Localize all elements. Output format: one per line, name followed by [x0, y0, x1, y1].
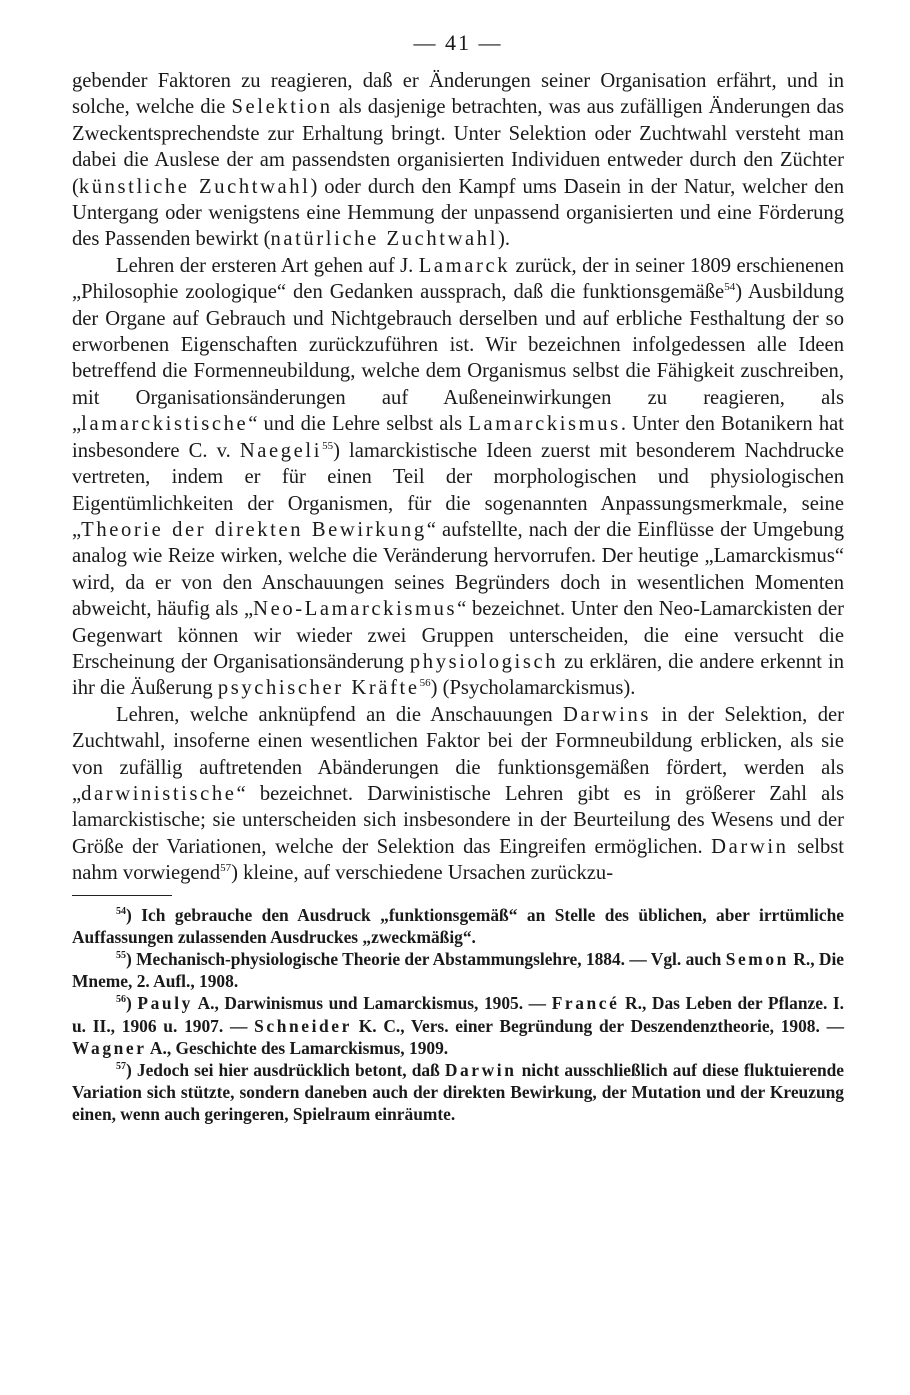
text-run: ) kleine, auf verschiedene Ursachen zurückzu- [231, 862, 614, 885]
spaced-emphasis-text: Schneider [254, 1015, 352, 1036]
text-run: R., Das Leben der Pflanze. I. u. II., 1906 u. 1907. — [72, 993, 845, 1036]
spaced-emphasis-text: künstliche Zuchtwahl [78, 175, 311, 198]
footnote [72, 992, 844, 1059]
spaced-emphasis-text: Naegeli [239, 439, 323, 462]
text-run: A., Darwinismus und Lamarckismus, 1905. — [192, 993, 552, 1014]
text-run: zu erklären, die andere erkennt in ihr die Äußerung [72, 650, 845, 700]
spaced-emphasis-text: Francé [551, 993, 620, 1014]
footnote-marker: 56 [116, 994, 126, 1006]
spaced-emphasis-text: Pauly [137, 993, 193, 1014]
footnote [72, 1059, 844, 1126]
text-run: “ aufstellte, nach der die Einflüsse der Umgebung analog wie Reize wirken, welche die Veränderung hervorrufen. Der heutige „Lamarckismus“ wird, da er von den Anschauungen seines Begründers doch in wesentlichen Momenten abweicht, häufig als „ [72, 518, 845, 621]
footnote [72, 948, 844, 992]
footnote-marker: 55 [322, 439, 334, 452]
spaced-emphasis-text: Lamarckismus [468, 413, 621, 436]
paragraph [72, 702, 844, 887]
text-run: ) Jedoch sei hier ausdrücklich betont, daß [126, 1060, 445, 1081]
text-run: ) oder durch den Kampf ums Dasein in der Natur, welcher den Untergang oder wenigstens eine Hemmung der unpassend organisierten und eine Förderung des Passenden bewirkt ( [72, 175, 844, 251]
text-run: ) (Psycholamarckismus). [430, 677, 636, 700]
text-run: ) Ausbildung der Organe auf Gebrauch und Nichtgebrauch derselben und auf erbliche Festhaltung der so erworbenen Eigenschaften zurückzuführen ist. Wir bezeichnen infolgedessen alle Ideen betreffend die Formenneubildung, welche dem Organismus selbst die Fähigkeit zuschreiben, mit Organisationsänderungen auf Außeneinwirkungen zu reagieren, als „ [72, 281, 844, 436]
text-run: zurück, der in seiner 1809 erschienenen „Philosophie zoologique“ den Gedanken aussprach, daß die funktionsgemäße [72, 254, 844, 304]
text-run: selbst nahm vorwiegend [72, 835, 844, 885]
text-run: gebender Faktoren zu reagieren, daß er Änderungen seiner Organisation erfährt, und in solche, welche die [72, 70, 844, 119]
text-run: . Unter den Botanikern hat insbesondere C. v. [72, 413, 844, 462]
spaced-emphasis-text: natürliche Zuchtwahl [270, 228, 499, 251]
spaced-emphasis-text: darwinistische [81, 782, 237, 805]
text-run: “ bezeichnet. Darwinistische Lehren gibt es in größerer Zahl als lamarckistische; sie unterscheiden sich insbesondere in der Beurteilung des Wesens und der Größe der Variationen, welche der Selektion das Eingreifen ermöglichen. [72, 782, 844, 858]
footnote-marker: 56 [419, 677, 431, 690]
spaced-emphasis-text: Neo-Lamarckismus [253, 598, 458, 621]
text-run: Lehren der ersteren Art gehen auf J. [116, 254, 419, 277]
spaced-emphasis-text: Wagner [72, 1037, 147, 1058]
text-run: R., Die Mneme, 2. Aufl., 1908. [72, 949, 844, 992]
spaced-emphasis-text: Lamarck [418, 254, 511, 277]
text-run: ) [126, 993, 138, 1014]
text-run: ) Ich gebrauche den Ausdruck „funktionsgemäß“ an Stelle des üblichen, aber irrtümliche Auffassungen zulassenden Ausdruckes „zweckmäßig“. [72, 904, 844, 947]
spaced-emphasis-text: physiologisch [409, 650, 559, 673]
footnote-marker: 54 [116, 905, 126, 917]
spaced-emphasis-text: Darwins [563, 703, 651, 726]
text-run: Lehren, welche anknüpfend an die Anschauungen [116, 703, 564, 726]
text-run: ) lamarckistische Ideen zuerst mit besonderem Nachdrucke vertreten, indem er für einen Teil der morphologischen und physiologischen Eigentümlichkeiten der Organismen, für die sogenannten Anpassungsmerkmale, seine „ [72, 439, 844, 541]
spaced-emphasis-text: Theorie der direkten Bewirkung [81, 518, 427, 541]
page-number: — 41 — [413, 30, 503, 55]
footnote-marker: 54 [724, 281, 736, 294]
paragraph [72, 68, 844, 253]
footnote-marker: 55 [116, 950, 126, 962]
paragraph [72, 253, 844, 702]
spaced-emphasis-text: Semon [725, 949, 789, 969]
text-run: ). [498, 228, 511, 251]
footnote [72, 904, 844, 948]
text-run: in der Selektion, der Zuchtwahl, insoferne einen wesentlichen Faktor bei der Formneubildung erblicken, als sie von zufällig auftretenden Abänderungen die funktionsgemäßen fördert, werden als „ [72, 703, 844, 805]
main-text [72, 68, 844, 887]
spaced-emphasis-text: Darwin [444, 1060, 517, 1081]
footnotes [72, 904, 844, 1126]
text-run: “ und die Lehre selbst als [248, 413, 469, 436]
text-run: “ bezeichnet. Unter den Neo-Lamarckisten der Gegenwart können wir wieder zwei Gruppen unterscheiden, die eine versucht die Erscheinung der Organisationsänderung [72, 598, 844, 673]
text-run: nicht ausschließlich auf diese fluktuierende Variation sich stützte, sondern daneben auch der direkten Bewirkung, der Mutation und der Kreuzung einen, wenn auch geringeren, Spielraum einräumte. [72, 1060, 845, 1125]
spaced-emphasis-text: lamarckistische [81, 413, 249, 436]
text-run: A., Geschichte des Lamarckismus, 1909. [146, 1037, 449, 1058]
footnote-marker: 57 [220, 862, 232, 875]
text-run: K. C., Vers. einer Begründung der Deszendenztheorie, 1908. — [351, 1015, 844, 1036]
footnote-divider [72, 895, 172, 896]
spaced-emphasis-text: Selektion [231, 96, 333, 119]
spaced-emphasis-text: psychischer Kräfte [217, 677, 420, 700]
text-run: ) Mechanisch-physiologische Theorie der Abstammungslehre, 1884. — Vgl. auch [126, 949, 726, 969]
spaced-emphasis-text: Darwin [711, 835, 789, 858]
footnote-marker: 57 [116, 1061, 126, 1073]
text-run: als dasjenige betrachten, was aus zufälligen Änderungen das Zweckentsprechendste zur Erhaltung bringt. Unter Selektion oder Zuchtwahl versteht man dabei die Auslese der am passendsten organisierten Individuen entweder durch den Züchter ( [72, 96, 844, 198]
